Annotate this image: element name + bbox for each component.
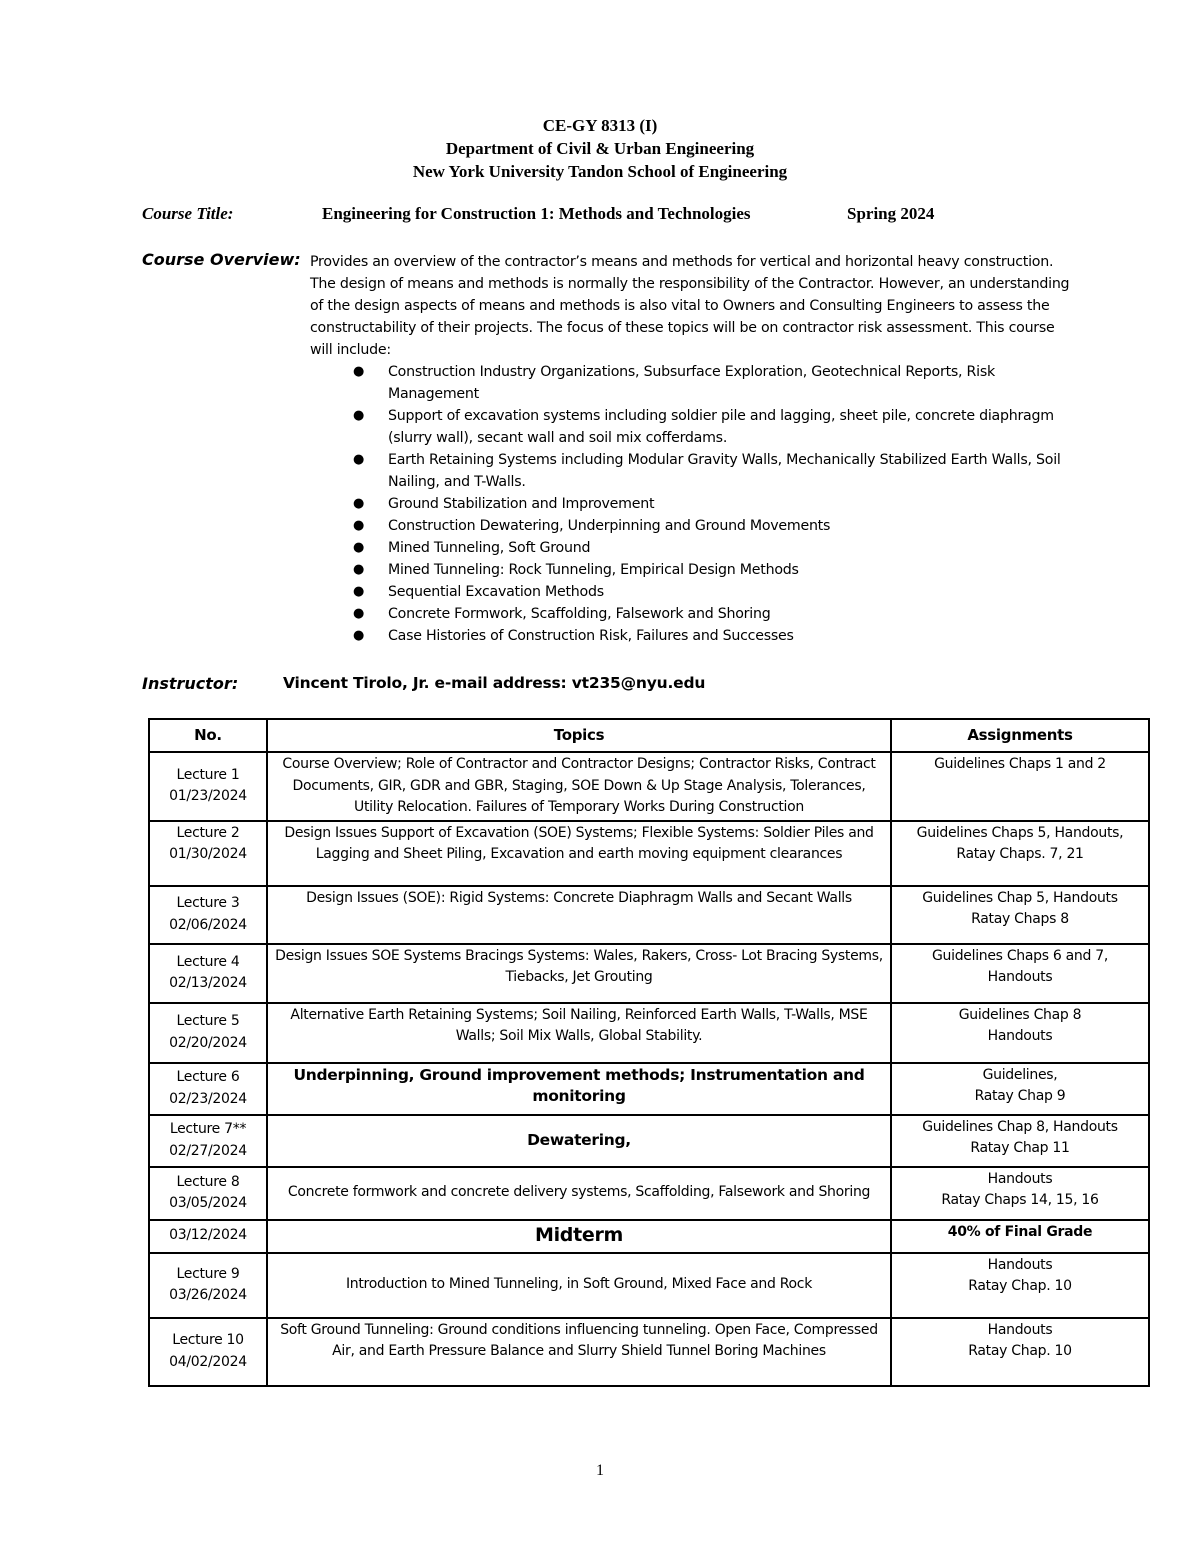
list-item: ● Case Histories of Construction Risk, Failures and Successes xyxy=(388,625,1070,647)
course-overview xyxy=(310,251,1070,647)
table-header-row xyxy=(149,719,1149,752)
assignment-cell: Guidelines Chap 8, Handouts Ratay Chap 11 xyxy=(891,1115,1149,1167)
midterm-cell: Midterm xyxy=(267,1220,891,1253)
course-term: Spring 2024 xyxy=(847,204,935,223)
topic-cell: Design Issues SOE Systems Bracings Systems: Wales, Rakers, Cross- Lot Bracing Systems, Tiebacks, Jet Grouting xyxy=(267,944,891,1003)
school-name: New York University Tandon School of Engineering xyxy=(412,162,788,181)
table-row xyxy=(149,1253,1149,1318)
assignment-cell: Guidelines Chaps 5, Handouts, Ratay Chaps. 7, 21 xyxy=(891,821,1149,886)
lecture-cell: Lecture 9 03/26/2024 xyxy=(149,1253,267,1318)
list-item: ● Mined Tunneling: Rock Tunneling, Empirical Design Methods xyxy=(388,559,1070,581)
lecture-cell: Lecture 1 01/23/2024 xyxy=(149,752,267,821)
bullet-icon: ● xyxy=(353,496,365,511)
topic-cell: Design Issues Support of Excavation (SOE) Systems; Flexible Systems: Soldier Piles and Lagging and Sheet Piling, Excavation and earth moving equipment clearances xyxy=(267,821,891,886)
topic-cell: Dewatering, xyxy=(267,1115,891,1167)
lecture-cell: Lecture 4 02/13/2024 xyxy=(149,944,267,1003)
table-row xyxy=(149,1220,1149,1253)
list-item: ● Ground Stabilization and Improvement xyxy=(388,493,1070,515)
topic-cell: Alternative Earth Retaining Systems; Soil Nailing, Reinforced Earth Walls, T-Walls, MSE Walls; Soil Mix Walls, Global Stability. xyxy=(267,1003,891,1063)
bullet-icon: ● xyxy=(353,628,365,643)
topic-cell: Design Issues (SOE): Rigid Systems: Concrete Diaphragm Walls and Secant Walls xyxy=(267,886,891,944)
bullet-icon: ● xyxy=(353,584,365,599)
course-title-value: Engineering for Construction 1: Methods and Technologies xyxy=(322,204,751,223)
course-title-label: Course Title: xyxy=(142,204,234,223)
table-row xyxy=(149,886,1149,944)
column-header-topics: Topics xyxy=(267,719,891,752)
column-header-assignments: Assignments xyxy=(891,719,1149,752)
lecture-cell: 03/12/2024 xyxy=(149,1220,267,1253)
lecture-cell: Lecture 6 02/23/2024 xyxy=(149,1063,267,1115)
lecture-cell: Lecture 10 04/02/2024 xyxy=(149,1318,267,1386)
instructor-label: Instructor: xyxy=(142,674,239,693)
table-row xyxy=(149,1003,1149,1063)
topic-cell: Soft Ground Tunneling: Ground conditions influencing tunneling. Open Face, Compressed Air, and Earth Pressure Balance and Slurry Shield Tunnel Boring Machines xyxy=(267,1318,891,1386)
table-row xyxy=(149,944,1149,1003)
list-item: ● Construction Dewatering, Underpinning and Ground Movements xyxy=(388,515,1070,537)
assignment-cell: Guidelines Chap 8 Handouts xyxy=(891,1003,1149,1063)
bullet-icon: ● xyxy=(353,606,365,621)
topic-cell: Introduction to Mined Tunneling, in Soft Ground, Mixed Face and Rock xyxy=(267,1253,891,1318)
column-header-no: No. xyxy=(149,719,267,752)
course-overview-text: Provides an overview of the contractor’s means and methods for vertical and horizontal heavy construction. The design of means and methods is normally the responsibility of the Contractor. However, an understanding of the design aspects of means and methods is also vital to Owners and Consulting Engineers to assess the constructability of their projects. The focus of these topics will be on contractor risk assessment. This course will include: xyxy=(310,254,1070,358)
assignment-cell: Guidelines, Ratay Chap 9 xyxy=(891,1063,1149,1115)
table-row xyxy=(149,752,1149,821)
lecture-cell: Lecture 5 02/20/2024 xyxy=(149,1003,267,1063)
department-name: Department of Civil & Urban Engineering xyxy=(445,139,755,158)
table-row xyxy=(149,1167,1149,1220)
bullet-icon: ● xyxy=(353,540,365,555)
bullet-icon: ● xyxy=(353,562,365,577)
topic-cell: Underpinning, Ground improvement methods; Instrumentation and monitoring xyxy=(267,1063,891,1115)
assignment-cell: Handouts Ratay Chap. 10 xyxy=(891,1318,1149,1386)
topic-cell: Course Overview; Role of Contractor and Contractor Designs; Contractor Risks, Contract Documents, GIR, GDR and GBR, Staging, SOE Down & Up Stage Analysis, Tolerances, Utility Relocation. Failures of Temporary Works During Construction xyxy=(267,752,891,821)
list-item: ● Construction Industry Organizations, Subsurface Exploration, Geotechnical Reports, Risk Management xyxy=(388,361,1070,405)
table-row xyxy=(149,1318,1149,1386)
lecture-cell: Lecture 8 03/05/2024 xyxy=(149,1167,267,1220)
course-overview-label: Course Overview: xyxy=(142,250,301,269)
assignment-cell: Guidelines Chaps 6 and 7, Handouts xyxy=(891,944,1149,1003)
bullet-icon: ● xyxy=(353,408,365,423)
document-header xyxy=(0,114,1200,183)
lecture-cell: Lecture 3 02/06/2024 xyxy=(149,886,267,944)
assignment-cell: Handouts Ratay Chap. 10 xyxy=(891,1253,1149,1318)
table-row xyxy=(149,1063,1149,1115)
bullet-icon: ● xyxy=(353,364,365,379)
assignment-cell: 40% of Final Grade xyxy=(891,1220,1149,1253)
bullet-icon: ● xyxy=(353,518,365,533)
assignment-cell: Guidelines Chaps 1 and 2 xyxy=(891,752,1149,821)
list-item: ● Support of excavation systems including soldier pile and lagging, sheet pile, concrete diaphragm (slurry wall), secant wall and soil mix cofferdams. xyxy=(388,405,1070,449)
topic-cell: Concrete formwork and concrete delivery systems, Scaffolding, Falsework and Shoring xyxy=(267,1167,891,1220)
course-code: CE-GY 8313 (I) xyxy=(542,116,658,135)
table-row xyxy=(149,821,1149,886)
lecture-cell: Lecture 7** 02/27/2024 xyxy=(149,1115,267,1167)
table-row xyxy=(149,1115,1149,1167)
lecture-cell: Lecture 2 01/30/2024 xyxy=(149,821,267,886)
course-topics-list xyxy=(310,361,1070,647)
assignment-cell: Handouts Ratay Chaps 14, 15, 16 xyxy=(891,1167,1149,1220)
list-item: ● Sequential Excavation Methods xyxy=(388,581,1070,603)
assignment-cell: Guidelines Chap 5, Handouts Ratay Chaps 8 xyxy=(891,886,1149,944)
page-number: 1 xyxy=(596,1462,604,1479)
instructor-value: Vincent Tirolo, Jr. e-mail address: vt235@nyu.edu xyxy=(283,674,706,692)
schedule-table xyxy=(148,718,1150,1387)
list-item: ● Concrete Formwork, Scaffolding, Falsework and Shoring xyxy=(388,603,1070,625)
bullet-icon: ● xyxy=(353,452,365,467)
list-item: ● Mined Tunneling, Soft Ground xyxy=(388,537,1070,559)
list-item: ● Earth Retaining Systems including Modular Gravity Walls, Mechanically Stabilized Earth Walls, Soil Nailing, and T-Walls. xyxy=(388,449,1070,493)
